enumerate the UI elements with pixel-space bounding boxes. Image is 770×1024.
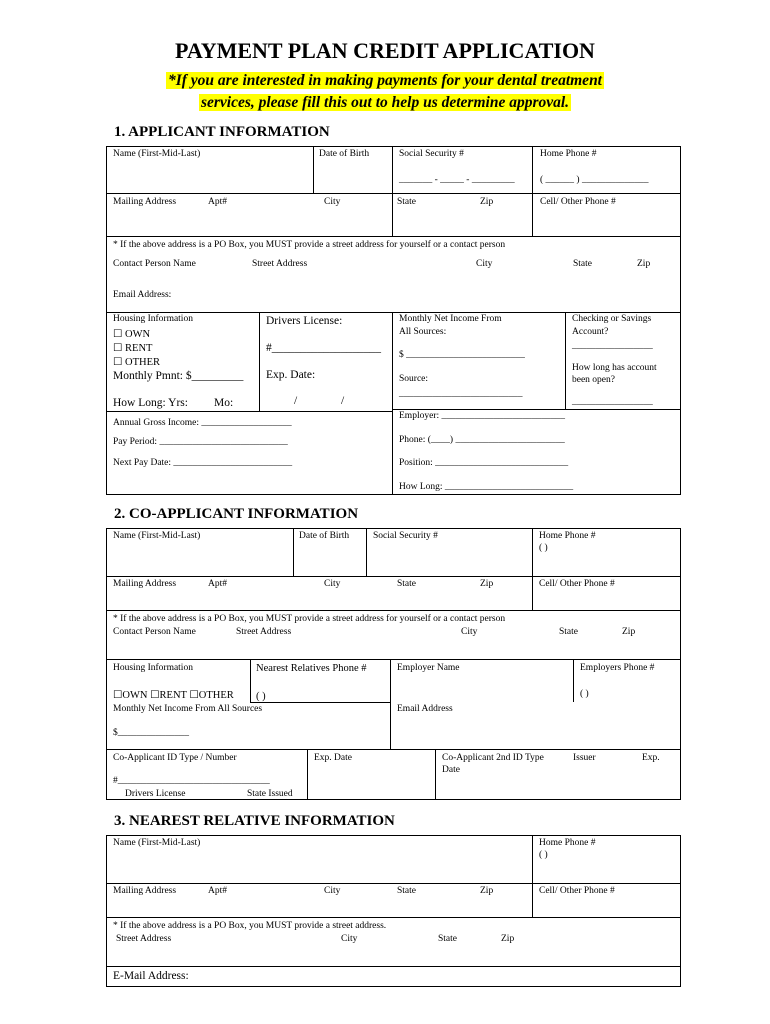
- other-checkbox[interactable]: ☐ OTHER: [113, 357, 161, 368]
- co-cell-phone-label: Cell/ Other Phone #: [539, 579, 615, 589]
- co-apt-label: Apt#: [208, 579, 227, 589]
- housing-info-label: Housing Information: [113, 314, 193, 324]
- state-label: State: [397, 197, 416, 207]
- exp-date-label: Exp. Date:: [266, 369, 316, 381]
- co-employers-phone-field[interactable]: ( ): [580, 689, 589, 699]
- checking-field[interactable]: _________________: [572, 341, 653, 351]
- co-state-label: State: [559, 627, 578, 637]
- divider: [392, 409, 681, 410]
- zip-label: Zip: [480, 197, 494, 207]
- co-housing-checkboxes[interactable]: ☐OWN ☐RENT ☐OTHER: [113, 690, 234, 701]
- account-age-label: How long has account: [572, 363, 657, 373]
- divider: [250, 702, 390, 703]
- divider: [106, 312, 681, 313]
- ssn-blank[interactable]: _______ - _____ - _________: [399, 175, 515, 185]
- section-3-heading: 3. NEAREST RELATIVE INFORMATION: [114, 813, 395, 829]
- checking-label-2: Account?: [572, 327, 609, 337]
- divider: [106, 193, 681, 194]
- divider: [532, 146, 533, 236]
- date-slash: /: [341, 395, 345, 407]
- how-long-field[interactable]: How Long: ___________________________: [399, 482, 574, 492]
- how-long-label: How Long: Yrs:: [113, 397, 188, 409]
- rel-zip-label: Zip: [480, 886, 494, 896]
- divider: [106, 917, 681, 918]
- co-id-type-label: Co-Applicant ID Type / Number: [113, 753, 237, 763]
- divider: [573, 659, 574, 702]
- co-email-label: Email Address: [397, 704, 453, 714]
- monthly-payment-field[interactable]: Monthly Pmnt: $_________: [113, 370, 244, 382]
- rel-cell-phone-label: Cell/ Other Phone #: [539, 886, 615, 896]
- rel-state-label: State: [397, 886, 416, 896]
- annual-income-field[interactable]: Annual Gross Income: ___________________: [113, 418, 292, 428]
- co-monthly-income-label: Monthly Net Income From All Sources: [113, 704, 263, 714]
- relative-section: [106, 835, 681, 987]
- co-zip-label: Zip: [480, 579, 494, 589]
- section-1-heading: 1. APPLICANT INFORMATION: [114, 124, 330, 140]
- home-phone-label: Home Phone #: [540, 149, 597, 159]
- divider: [366, 528, 367, 576]
- name-label: Name (First-Mid-Last): [113, 149, 201, 159]
- rel-city-label: City: [324, 886, 341, 896]
- subtitle-line-1: *If you are interested in making payments for your dental treatment: [167, 72, 602, 89]
- account-age-label-2: been open?: [572, 375, 615, 385]
- co-ssn-label: Social Security #: [373, 531, 438, 541]
- home-phone-blank[interactable]: ( ______ ) ______________: [540, 175, 649, 185]
- cell-phone-label: Cell/ Other Phone #: [540, 197, 616, 207]
- rel-po-box-note: * If the above address is a PO Box, you MUST provide a street address.: [113, 921, 387, 931]
- own-checkbox[interactable]: ☐ OWN: [113, 329, 151, 340]
- divider: [435, 749, 436, 800]
- co-city-label: City: [324, 579, 341, 589]
- city-label: City: [476, 259, 493, 269]
- dob-label: Date of Birth: [319, 149, 370, 159]
- section-2-heading: 2. CO-APPLICANT INFORMATION: [114, 506, 359, 522]
- co-exp-date-label: Exp. Date: [314, 753, 352, 763]
- apt-label: Apt#: [208, 197, 227, 207]
- rel-home-phone-label: Home Phone #: [539, 838, 596, 848]
- divider: [293, 528, 294, 576]
- subtitle-line-2: services, please fill this out to help us determine approval.: [200, 94, 570, 111]
- divider: [565, 312, 566, 409]
- divider: [250, 659, 251, 702]
- co-dob-label: Date of Birth: [299, 531, 350, 541]
- rel-email-label: E-Mail Address:: [113, 970, 189, 982]
- rel-mailing-label: Mailing Address: [113, 886, 177, 896]
- drivers-license-label: Drivers License:: [266, 315, 343, 327]
- position-field[interactable]: Position: ____________________________: [399, 458, 569, 468]
- co-name-label: Name (First-Mid-Last): [113, 531, 201, 541]
- co-income-field[interactable]: $_______________: [113, 728, 189, 738]
- email-label: Email Address:: [113, 290, 172, 300]
- co-second-id-date-label: Date: [442, 765, 460, 775]
- divider: [313, 146, 314, 193]
- co-employer-name-label: Employer Name: [397, 663, 460, 673]
- co-home-phone-field[interactable]: ( ): [539, 543, 548, 553]
- pay-period-field[interactable]: Pay Period: ___________________________: [113, 437, 288, 447]
- mailing-label: Mailing Address: [113, 197, 177, 207]
- co-zip-label: Zip: [622, 627, 636, 637]
- co-employers-phone-label: Employers Phone #: [580, 663, 655, 673]
- rent-checkbox[interactable]: ☐ RENT: [113, 343, 153, 354]
- co-drivers-license-label: Drivers License: [125, 789, 186, 799]
- divider: [106, 883, 681, 884]
- divider: [106, 576, 681, 577]
- rel-zip-label: Zip: [501, 934, 515, 944]
- po-box-note: * If the above address is a PO Box, you MUST provide a street address for yourself or a contact person: [113, 240, 506, 250]
- co-nearest-phone-label: Nearest Relatives Phone #: [256, 663, 367, 674]
- divider: [106, 659, 681, 660]
- source-label: Source:: [399, 374, 429, 384]
- income-label-2: All Sources:: [399, 327, 447, 337]
- employer-field[interactable]: Employer: __________________________: [399, 411, 565, 421]
- street-label: Street Address: [252, 259, 308, 269]
- co-state-issued-label: State Issued: [247, 789, 293, 799]
- divider: [106, 236, 681, 237]
- drivers-license-field[interactable]: #___________________: [266, 342, 381, 354]
- account-age-field[interactable]: _________________: [572, 397, 653, 407]
- rel-apt-label: Apt#: [208, 886, 227, 896]
- income-label: Monthly Net Income From: [399, 314, 502, 324]
- months-label: Mo:: [214, 397, 234, 409]
- page-title: PAYMENT PLAN CREDIT APPLICATION: [175, 38, 595, 63]
- divider: [532, 528, 533, 610]
- co-street-label: Street Address: [236, 627, 292, 637]
- rel-city-label: City: [341, 934, 358, 944]
- rel-name-label: Name (First-Mid-Last): [113, 838, 201, 848]
- divider: [106, 411, 392, 412]
- co-contact-person-label: Contact Person Name: [113, 627, 196, 637]
- co-home-phone-label: Home Phone #: [539, 531, 596, 541]
- co-city-label: City: [461, 627, 478, 637]
- divider: [392, 312, 393, 495]
- date-slash: /: [294, 395, 298, 407]
- co-housing-label: Housing Information: [113, 663, 193, 673]
- checking-label: Checking or Savings: [572, 314, 652, 324]
- ssn-label: Social Security #: [399, 149, 464, 159]
- rel-home-phone-field[interactable]: ( ): [539, 850, 548, 860]
- divider: [532, 835, 533, 917]
- contact-person-label: Contact Person Name: [113, 259, 196, 269]
- next-pay-date-field[interactable]: Next Pay Date: _________________________: [113, 458, 293, 468]
- divider: [390, 659, 391, 749]
- co-second-id-label: Co-Applicant 2nd ID Type: [442, 753, 544, 763]
- divider: [392, 146, 393, 236]
- income-field[interactable]: $ _________________________: [399, 350, 525, 360]
- source-field[interactable]: __________________________: [399, 389, 523, 399]
- state-label: State: [573, 259, 592, 269]
- rel-street-label: Street Address: [116, 934, 172, 944]
- phone-field[interactable]: Phone: (____) _______________________: [399, 435, 565, 445]
- co-state-label: State: [397, 579, 416, 589]
- co-exp-label: Exp.: [642, 753, 660, 763]
- co-mailing-label: Mailing Address: [113, 579, 177, 589]
- divider: [106, 749, 681, 750]
- zip-label: Zip: [637, 259, 651, 269]
- co-id-number-field[interactable]: #________________________________: [113, 776, 270, 786]
- co-issuer-label: Issuer: [573, 753, 596, 763]
- co-po-box-note: * If the above address is a PO Box, you MUST provide a street address for yourself or a contact person: [113, 614, 506, 624]
- divider: [106, 610, 681, 611]
- co-nearest-phone-field[interactable]: ( ): [256, 691, 266, 702]
- divider: [259, 312, 260, 411]
- divider: [106, 966, 681, 967]
- city-label: City: [324, 197, 341, 207]
- rel-state-label: State: [438, 934, 457, 944]
- divider: [307, 749, 308, 800]
